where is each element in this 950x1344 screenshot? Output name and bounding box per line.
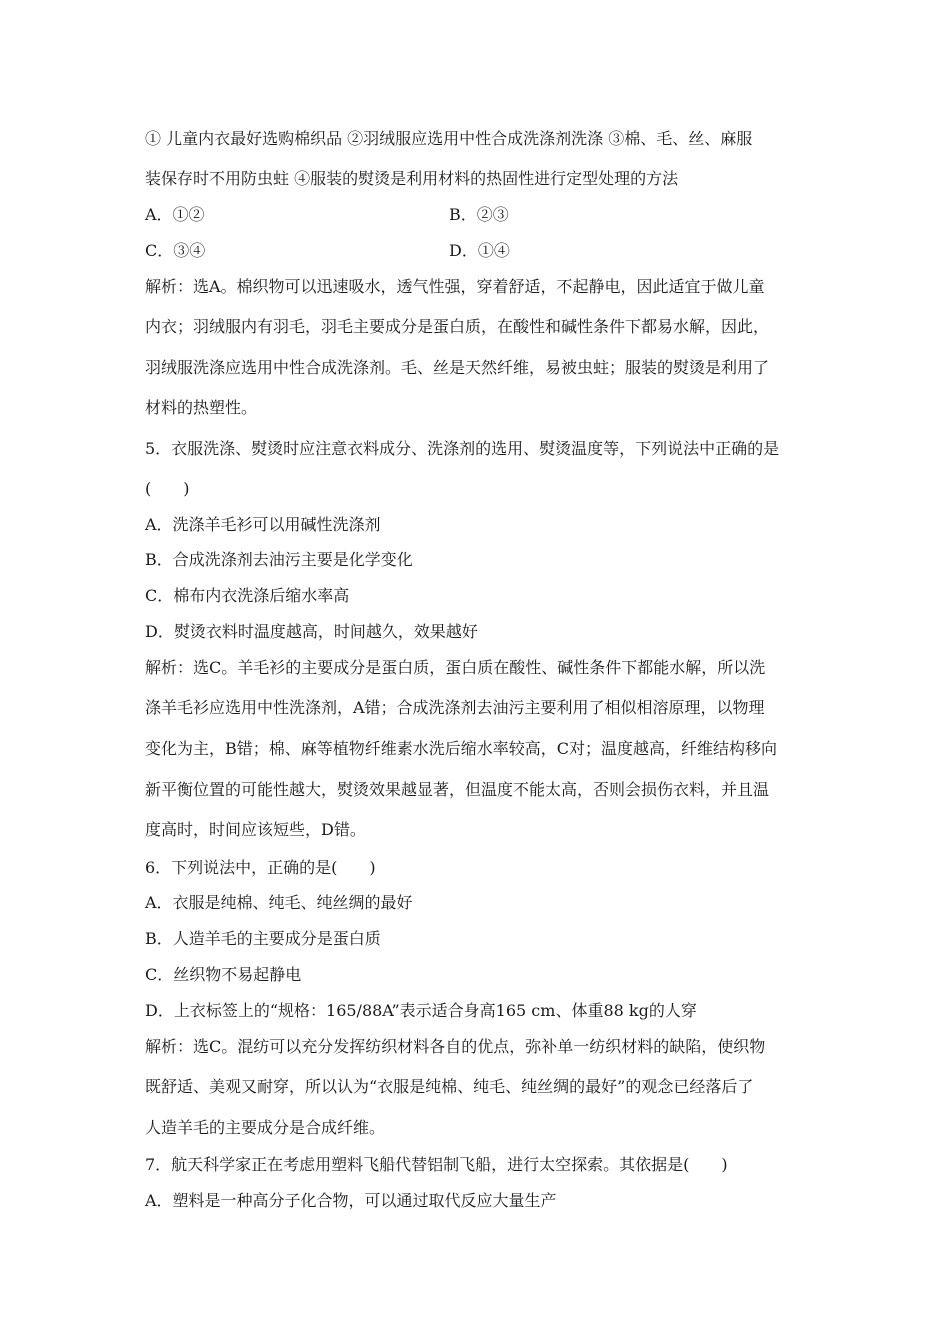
q4-option-a: A．①② bbox=[145, 205, 205, 224]
q5-stem-line-2: ( ) bbox=[145, 479, 190, 498]
q5-option-c: C．棉布内衣洗涤后缩水率高 bbox=[145, 586, 350, 605]
q5-stem-line-1: 5．衣服洗涤、熨烫时应注意衣料成分、洗涤剂的选用、熨烫温度等，下列说法中正确的是 bbox=[145, 439, 780, 458]
q4-option-d: D．①④ bbox=[449, 241, 510, 260]
q6-option-b: B．人造羊毛的主要成分是蛋白质 bbox=[145, 929, 381, 948]
q5-option-b: B．合成洗涤剂去油污主要是化学变化 bbox=[145, 550, 413, 569]
q4-option-b: B．②③ bbox=[449, 205, 509, 224]
q4-statements-line-2: 装保存时不用防虫蛀 ④服装的熨烫是利用材料的热固性进行定型处理的方法 bbox=[145, 169, 679, 188]
q4-analysis-line-4: 材料的热塑性。 bbox=[145, 398, 258, 417]
q4-statements-line-1: ① 儿童内衣最好选购棉织品 ②羽绒服应选用中性合成洗涤剂洗涤 ③棉、毛、丝、麻服 bbox=[145, 129, 753, 148]
q6-analysis-line-3: 人造羊毛的主要成分是合成纤维。 bbox=[145, 1118, 386, 1137]
q6-stem: 6．下列说法中，正确的是( ) bbox=[145, 858, 376, 877]
q6-option-c: C．丝织物不易起静电 bbox=[145, 965, 302, 984]
q6-option-a: A．衣服是纯棉、纯毛、纯丝绸的最好 bbox=[145, 893, 413, 912]
q7-option-a: A．塑料是一种高分子化合物，可以通过取代反应大量生产 bbox=[145, 1191, 557, 1210]
q4-option-c: C．③④ bbox=[145, 241, 206, 260]
q5-option-d: D．熨烫衣料时温度越高，时间越久，效果越好 bbox=[145, 622, 478, 641]
q4-analysis-line-2: 内衣；羽绒服内有羽毛，羽毛主要成分是蛋白质，在酸性和碱性条件下都易水解，因此， bbox=[145, 317, 770, 336]
q5-analysis-line-1: 解析：选C。羊毛衫的主要成分是蛋白质，蛋白质在酸性、碱性条件下都能水解，所以洗 bbox=[145, 658, 766, 677]
q4-analysis-line-3: 羽绒服洗涤应选用中性合成洗涤剂。毛、丝是天然纤维，易被虫蛀；服装的熨烫是利用了 bbox=[145, 358, 770, 377]
q6-analysis-line-1: 解析：选C。混纺可以充分发挥纺织材料各自的优点，弥补单一纺织材料的缺陷，使织物 bbox=[145, 1037, 766, 1056]
q7-stem: 7．航天科学家正在考虑用塑料飞船代替铝制飞船，进行太空探索。其依据是( ) bbox=[145, 1155, 728, 1174]
q5-analysis-line-2: 涤羊毛衫应选用中性洗涤剂，A错；合成洗涤剂去油污主要利用了相似相溶原理，以物理 bbox=[145, 698, 765, 717]
q5-option-a: A．洗涤羊毛衫可以用碱性洗涤剂 bbox=[145, 515, 381, 534]
q6-analysis-line-2: 既舒适、美观又耐穿，所以认为“衣服是纯棉、纯毛、纯丝绸的最好”的观念已经落后了 bbox=[145, 1077, 754, 1096]
q6-option-d: D．上衣标签上的“规格：165/88A”表示适合身高165 cm、体重88 kg的人穿 bbox=[145, 1001, 697, 1020]
q5-analysis-line-5: 度高时，时间应该短些，D错。 bbox=[145, 820, 366, 839]
q5-analysis-line-4: 新平衡位置的可能性越大，熨烫效果越显著，但温度不能太高，否则会损伤衣料，并且温 bbox=[145, 780, 770, 799]
q5-analysis-line-3: 变化为主，B错；棉、麻等植物纤维素水洗后缩水率较高，C对；温度越高，纤维结构移向 bbox=[145, 739, 778, 758]
q4-analysis-line-1: 解析：选A。棉织物可以迅速吸水，透气性强，穿着舒适，不起静电，因此适宜于做儿童 bbox=[145, 277, 765, 296]
